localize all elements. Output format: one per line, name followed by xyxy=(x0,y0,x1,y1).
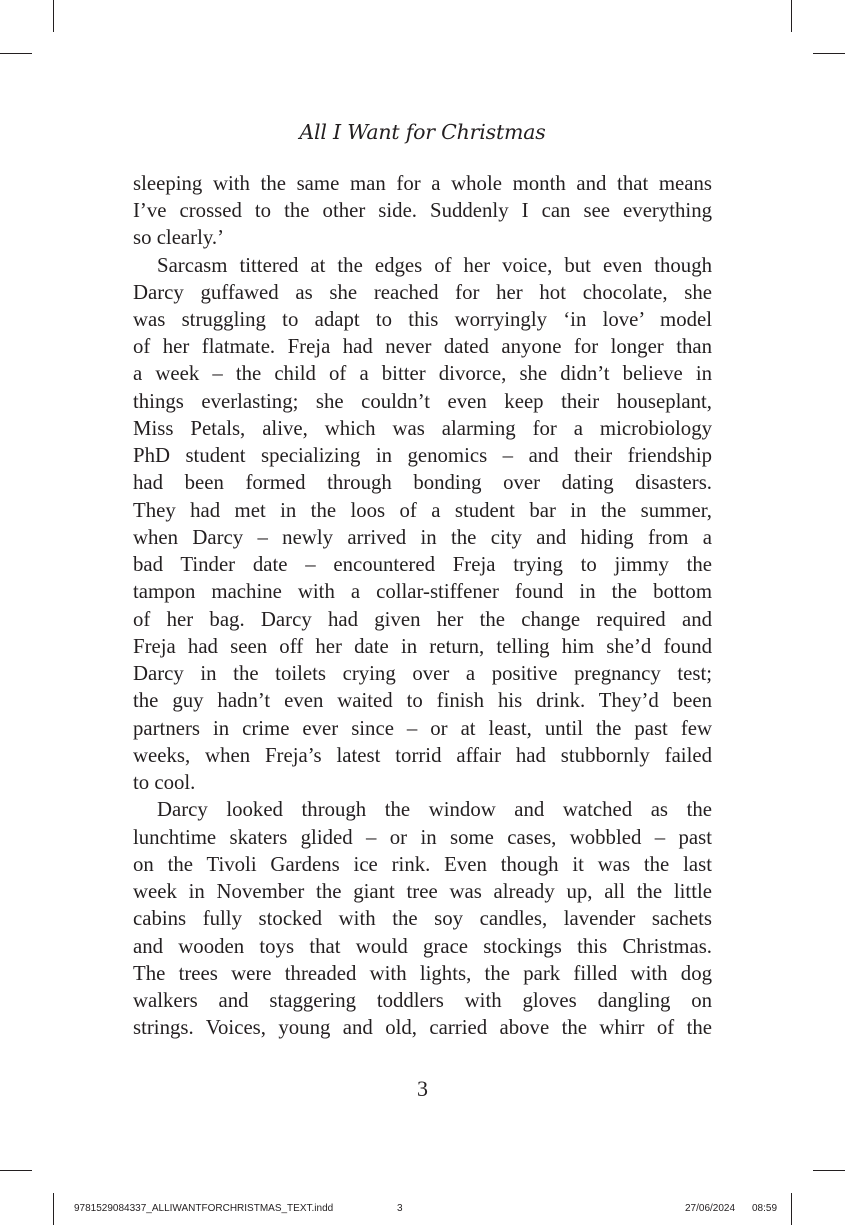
text-line: Darcy in the toilets crying over a positive pregnancy test; xyxy=(133,662,712,685)
text-line: so clearly.’ xyxy=(133,226,225,249)
crop-mark-right-upper xyxy=(813,53,845,54)
text-line: and wooden toys that would grace stockings this Christmas. xyxy=(133,935,712,958)
crop-mark-top-right xyxy=(791,0,792,32)
text-line: tampon machine with a collar-stiffener found in the bottom xyxy=(133,580,712,603)
text-line: Miss Petals, alive, which was alarming for a microbiology xyxy=(133,417,712,440)
text-line: on the Tivoli Gardens ice rink. Even though it was the last xyxy=(133,853,712,876)
text-line: Sarcasm tittered at the edges of her voice, but even though xyxy=(157,254,712,277)
text-line: walkers and staggering toddlers with gloves dangling on xyxy=(133,989,712,1012)
text-line: The trees were threaded with lights, the park filled with dog xyxy=(133,962,712,985)
text-line: week in November the giant tree was already up, all the little xyxy=(133,880,712,903)
crop-mark-left-lower xyxy=(0,1170,32,1171)
text-line: sleeping with the same man for a whole month and that means xyxy=(133,172,712,195)
page-number: 3 xyxy=(417,1076,428,1101)
crop-mark-left-upper xyxy=(0,53,32,54)
text-line: I’ve crossed to the other side. Suddenly I can see everything xyxy=(133,199,712,222)
text-line: Freja had seen off her date in return, telling him she’d found xyxy=(133,635,712,658)
text-line: things everlasting; she couldn’t even keep their houseplant, xyxy=(133,390,712,413)
text-line: cabins fully stocked with the soy candles, lavender sachets xyxy=(133,907,712,930)
text-line: bad Tinder date – encountered Freja trying to jimmy the xyxy=(133,553,712,576)
slug-date: 27/06/2024 xyxy=(685,1203,736,1214)
text-line: of her bag. Darcy had given her the change required and xyxy=(133,608,712,631)
text-line: strings. Voices, young and old, carried above the whirr of the xyxy=(133,1016,712,1039)
text-line: partners in crime ever since – or at least, until the past few xyxy=(133,717,712,740)
text-line: PhD student specializing in genomics – and their friendship xyxy=(133,444,712,467)
slug-time: 08:59 xyxy=(752,1203,778,1214)
text-line: Darcy guffawed as she reached for her hot chocolate, she xyxy=(133,281,712,304)
text-line: to cool. xyxy=(133,771,196,794)
text-line: They had met in the loos of a student bar in the summer, xyxy=(133,499,712,522)
crop-mark-bottom-left xyxy=(53,1193,54,1225)
text-line: lunchtime skaters glided – or in some cases, wobbled – past xyxy=(133,826,712,849)
text-line: when Darcy – newly arrived in the city and hiding from a xyxy=(133,526,712,549)
text-line: of her flatmate. Freja had never dated anyone for longer than xyxy=(133,335,712,358)
crop-mark-top-left xyxy=(53,0,54,32)
slug-page: 3 xyxy=(397,1203,403,1214)
text-line: had been formed through bonding over dating disasters. xyxy=(133,471,712,494)
text-line: a week – the child of a bitter divorce, she didn’t believe in xyxy=(133,362,712,385)
crop-mark-right-lower xyxy=(813,1170,845,1171)
text-line: was struggling to adapt to this worryingly ‘in love’ model xyxy=(133,308,712,331)
text-line: the guy hadn’t even waited to finish his drink. They’d been xyxy=(133,689,712,712)
text-line: weeks, when Freja’s latest torrid affair had stubbornly failed xyxy=(133,744,712,767)
slug-file: 9781529084337_ALLIWANTFORCHRISTMAS_TEXT.indd xyxy=(74,1203,334,1214)
text-line: Darcy looked through the window and watched as the xyxy=(157,798,712,821)
running-head: All I Want for Christmas xyxy=(299,120,546,144)
crop-mark-bottom-right xyxy=(791,1193,792,1225)
